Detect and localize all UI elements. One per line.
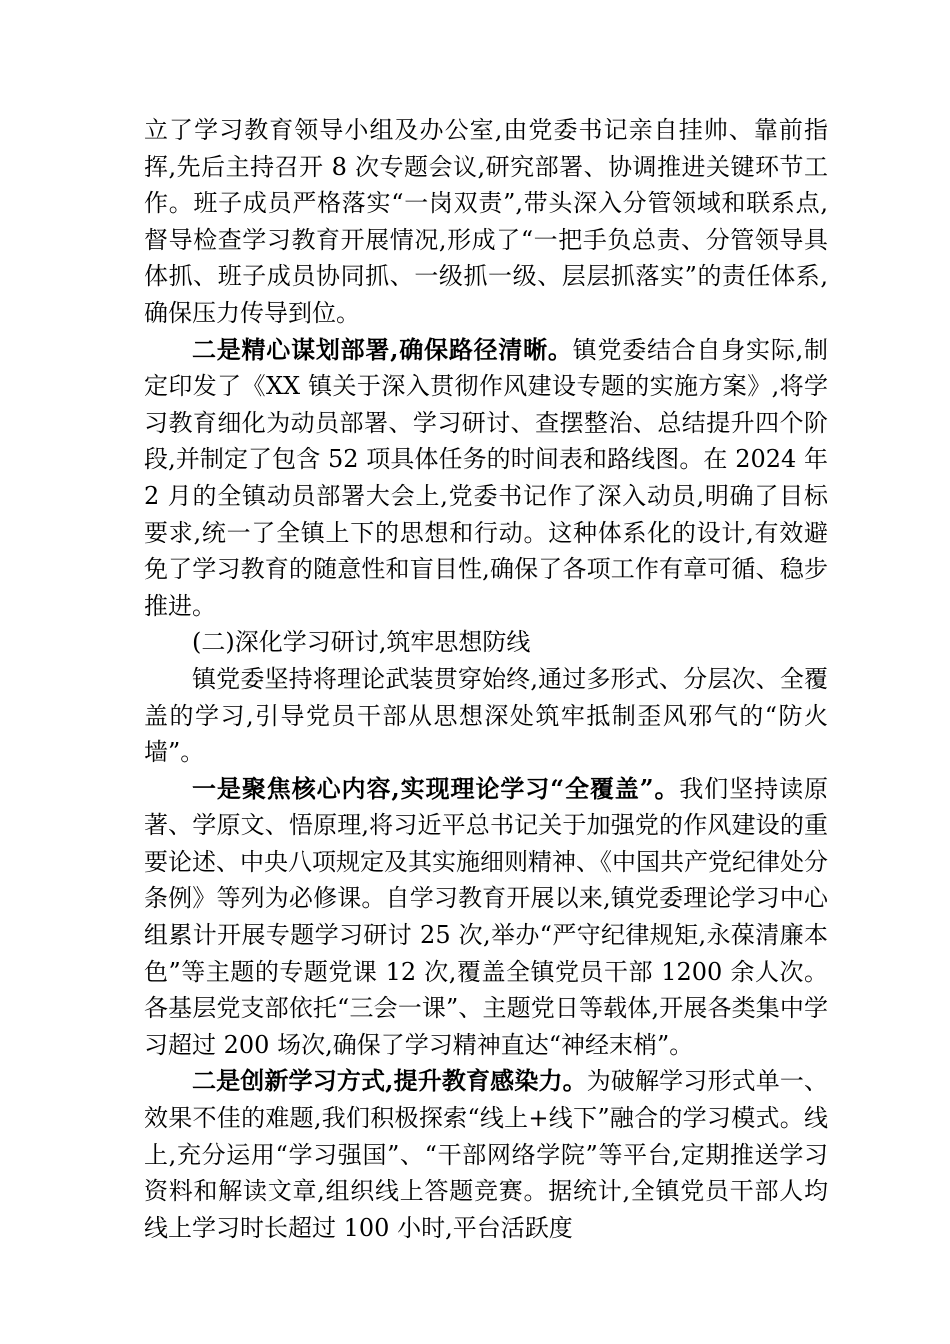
paragraph-text: 镇党委坚持将理论武装贯穿始终,通过多形式、分层次、全覆盖的学习,引导党员干部从思想深处筑牢抵制歪风邪气的“防火墙”。 [144,664,828,767]
paragraph-responsibility-system [144,112,828,332]
paragraph-planning-deployment [144,332,828,625]
paragraph-lead-heading: 二是创新学习方式,提升教育感染力。 [192,1066,587,1096]
paragraph-lead-heading: 二是精心谋划部署,确保路径清晰。 [192,334,573,364]
paragraph-learning-methods [144,1063,828,1246]
paragraph-theory-arming [144,661,828,771]
section-heading-study-discussion [144,624,828,661]
paragraph-text: 镇党委结合自身实际,制定印发了《XX 镇关于深入贯彻作风建设专题的实施方案》,将学习教育细化为动员部署、学习研讨、查摆整治、总结提升四个阶段,并制定了包含 52 项具体任务的时间表和路线图。在 2024 年 2 月的全镇动员部署大会上,党委书记作了深入动员,明确了目标要求,统一了全镇上下的思想和行动。这种体系化的设计,有效避免了学习教育的随意性和盲目性,确保了各项工作有章可循、稳步推进。 [144,335,828,620]
paragraph-lead-heading: 一是聚焦核心内容,实现理论学习“全覆盖”。 [192,773,680,803]
paragraph-text: 为破解学习形式单一、效果不佳的难题,我们积极探索“线上+线下”融合的学习模式。线上,充分运用“学习强国”、“干部网络学院”等平台,定期推送学习资料和解读文章,组织线上答题竞赛。据统计,全镇党员干部人均线上学习时长超过 100 小时,平台活跃度 [144,1067,829,1242]
document-body [144,112,828,1246]
paragraph-text: 我们坚持读原著、学原文、悟原理,将习近平总书记关于加强党的作风建设的重要论述、中央八项规定及其实施细则精神、《中国共产党纪律处分条例》等列为必修课。自学习教育开展以来,镇党委理论学习中心组累计开展专题学习研讨 25 次,举办“严守纪律规矩,永葆清廉本色”等主题的专题党课 12 次,覆盖全镇党员干部 1200 余人次。各基层党支部依托“三会一课”、主题党日等载体,开展各类集中学习超过 200 场次,确保了学习精神直达“神经末梢”。 [144,774,828,1059]
paragraph-core-content [144,771,828,1064]
paragraph-text: 立了学习教育领导小组及办公室,由党委书记亲自挂帅、靠前指挥,先后主持召开 8 次专题会议,研究部署、协调推进关键环节工作。班子成员严格落实“一岗双责”,带头深入分管领域和联系点,督导检查学习教育开展情况,形成了“一把手负总责、分管领导具体抓、班子成员协同抓、一级抓一级、层层抓落实”的责任体系,确保压力传导到位。 [144,116,828,327]
section-heading-text: (二)深化学习研讨,筑牢思想防线 [192,628,531,657]
